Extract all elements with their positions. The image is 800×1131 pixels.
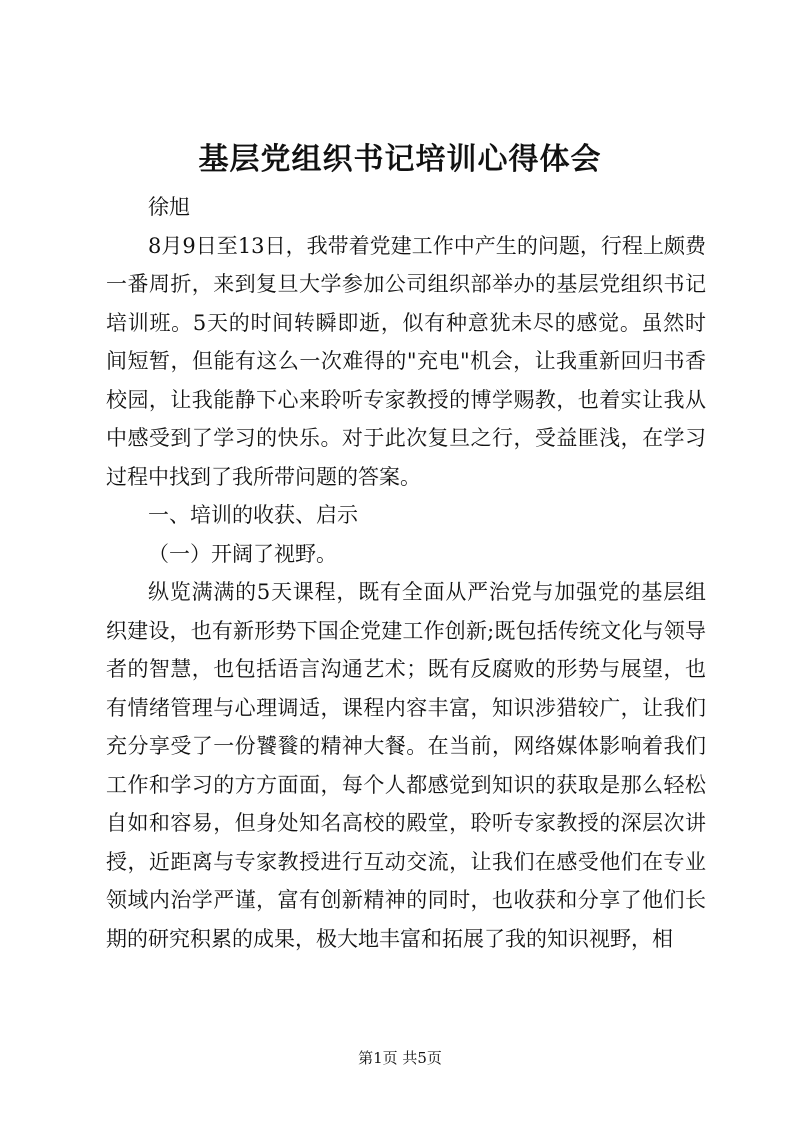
paragraph-courses: 纵览满满的5天课程，既有全面从严治党与加强党的基层组织建设，也有新形势下国企党建工作创新;既包括传统文化与领导者的智慧，也包括语言沟通艺术；既有反腐败的形势与展望，也有情绪管理与心理调适，课程内容丰富，知识涉猎较广，让我们充分享受了一份饕餮的精神大餐。在当前，网络媒体影响着我们工作和学习的方方面面，每个人都感觉到知识的获取是那么轻松自如和容易，但身处知名高校的殿堂，聆听专家教授的深层次讲授，近距离与专家教授进行互动交流，让我们在感受他们在专业领域内治学严谨，富有创新精神的同时，也收获和分享了他们长期的研究积累的成果，极大地丰富和拓展了我的知识视野，相 bbox=[106, 580, 706, 951]
paragraph-intro: 8月9日至13日，我带着党建工作中产生的问题，行程上颇费一番周折，来到复旦大学参加公司组织部举办的基层党组织书记培训班。5天的时间转瞬即逝，似有种意犹未尽的感觉。虽然时间短暂，但能有这么一次难得的"充电"机会，让我重新回归书香校园，让我能静下心来聆听专家教授的博学赐教，也着实让我从中感受到了学习的快乐。对于此次复旦之行，受益匪浅，在学习过程中找到了我所带问题的答案。 bbox=[106, 233, 706, 489]
page-footer: 第1页 共5页 bbox=[358, 1049, 442, 1067]
document-body bbox=[106, 188, 706, 958]
subsection-heading: （一）开阔了视野。 bbox=[148, 541, 337, 566]
section-heading: 一、培训的收获、启示 bbox=[148, 503, 358, 527]
author-name: 徐旭 bbox=[148, 195, 190, 219]
document-title: 基层党组织书记培训心得体会 bbox=[198, 142, 602, 177]
